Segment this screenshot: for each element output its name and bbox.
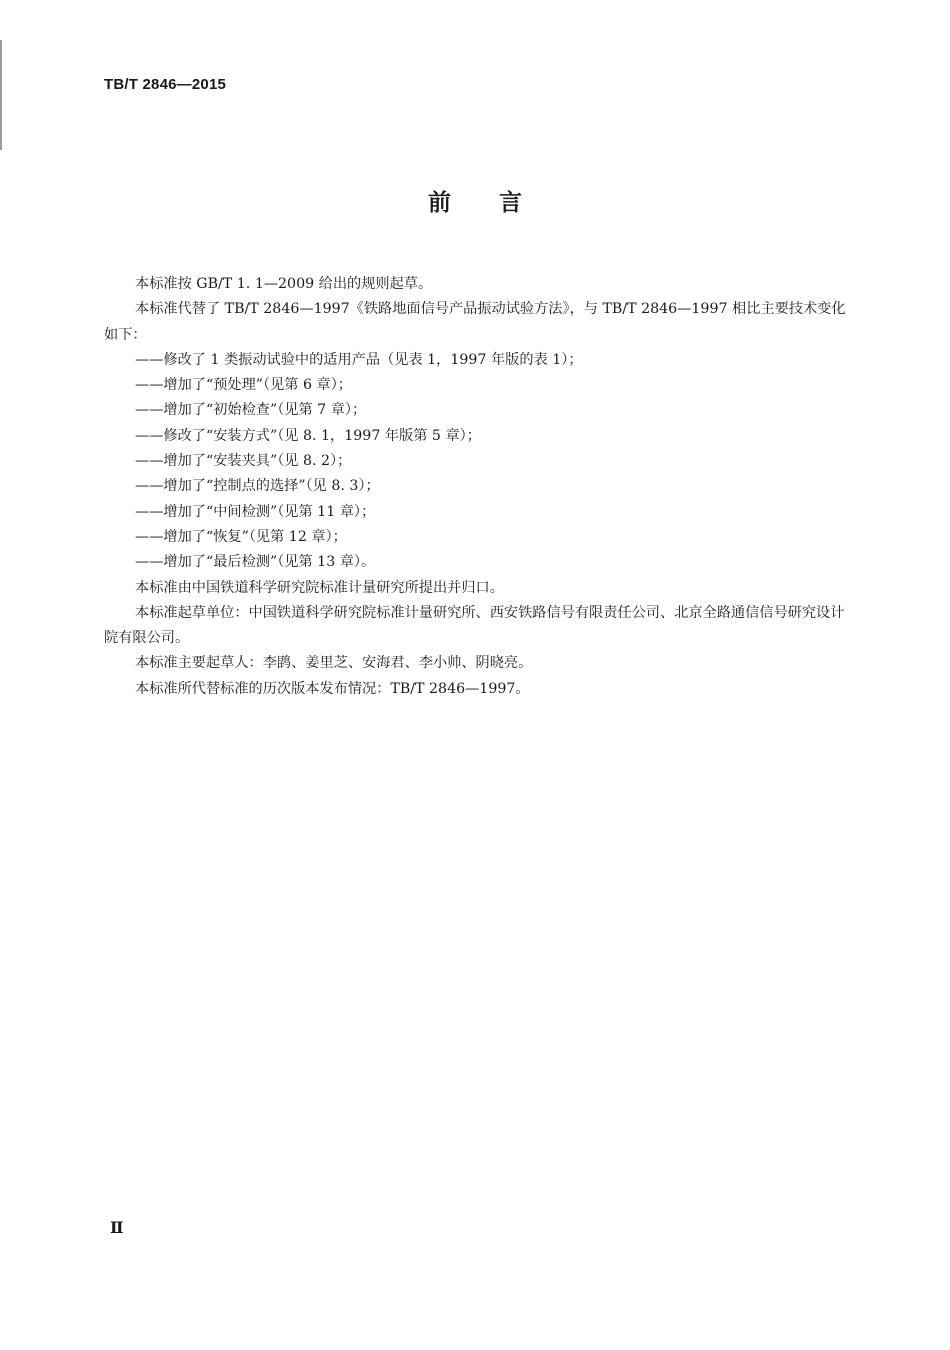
change-item: ——增加了“初始检查”（见第 7 章）； <box>135 402 367 419</box>
page-title <box>0 184 950 217</box>
page-number: Ⅱ <box>110 1218 124 1237</box>
scan-edge-mark <box>0 40 2 150</box>
change-item: ——修改了“安装方式”（见 8. 1，1997 年版第 5 章）； <box>135 427 481 444</box>
change-item: ——增加了“安装夹具”（见 8. 2）； <box>135 453 352 470</box>
title-char-1: 前 <box>428 190 451 216</box>
change-item: ——增加了“预处理”（见第 6 章）； <box>135 377 352 394</box>
paragraph-drafting-units: 本标准起草单位：中国铁道科学研究院标准计量研究所、西安铁路信号有限责任公司、北京全路通信信号研究设计院有限公司。 <box>104 604 845 647</box>
change-item: ——修改了 1 类振动试验中的适用产品（见表 1，1997 年版的表 1）； <box>135 351 583 368</box>
change-item: ——增加了“最后检测”（见第 13 章）。 <box>135 554 376 571</box>
title-char-2: 言 <box>499 190 522 216</box>
paragraph-proposer: 本标准由中国铁道科学研究院标准计量研究所提出并归口。 <box>135 579 504 596</box>
paragraph-drafting-rule: 本标准按 GB/T 1. 1—2009 给出的规则起草。 <box>135 276 433 292</box>
paragraph-replacement: 本标准代替了 TB/T 2846—1997《铁路地面信号产品振动试验方法》，与 TB/T 2846—1997 相比主要技术变化如下： <box>104 301 846 343</box>
paragraph-version-history: 本标准所代替标准的历次版本发布情况：TB/T 2846—1997。 <box>135 680 530 697</box>
foreword-body <box>104 272 849 702</box>
standard-code-header: TB/T 2846—2015 <box>104 76 227 93</box>
paragraph-drafters: 本标准主要起草人：李鹍、姜里芝、安海君、李小帅、阴晓亮。 <box>135 655 533 672</box>
change-item: ——增加了“控制点的选择”（见 8. 3）； <box>135 478 380 495</box>
change-item: ——增加了“恢复”（见第 12 章）； <box>135 528 347 545</box>
change-item: ——增加了“中间检测”（见第 11 章）； <box>135 503 376 520</box>
